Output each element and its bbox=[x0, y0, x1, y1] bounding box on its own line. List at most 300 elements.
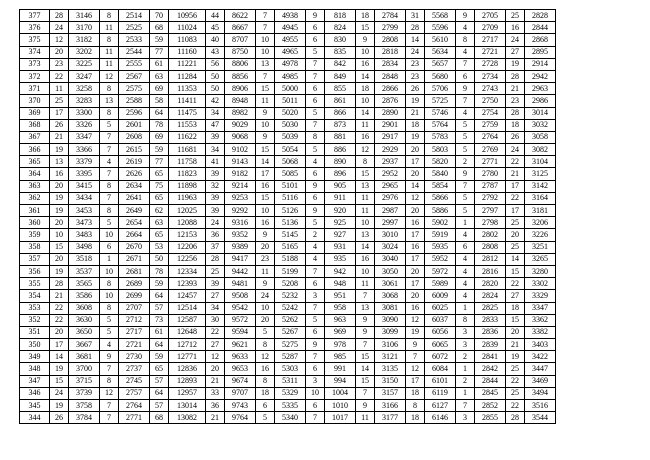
count-cell: 21 bbox=[406, 107, 425, 119]
cumulative-cell: 3251 bbox=[525, 241, 556, 253]
count-cell: 17 bbox=[406, 253, 425, 265]
count-cell: 9 bbox=[256, 278, 275, 290]
count-cell: 9 bbox=[100, 351, 119, 363]
cumulative-cell: 5188 bbox=[275, 253, 306, 265]
cumulative-cell: 2868 bbox=[525, 34, 556, 46]
cumulative-cell: 5886 bbox=[425, 205, 456, 217]
cumulative-cell: 2712 bbox=[119, 314, 150, 326]
cumulative-cell: 2876 bbox=[375, 95, 406, 107]
cumulative-cell: 5706 bbox=[425, 83, 456, 95]
cumulative-cell: 2689 bbox=[119, 278, 150, 290]
count-cell: 7 bbox=[100, 144, 119, 156]
cumulative-cell: 9417 bbox=[225, 253, 256, 265]
cumulative-cell: 2963 bbox=[525, 83, 556, 95]
count-cell: 2 bbox=[456, 351, 475, 363]
count-cell: 36 bbox=[206, 229, 225, 241]
table-row bbox=[20, 22, 556, 34]
score-cell: 360 bbox=[20, 217, 50, 229]
cumulative-cell: 905 bbox=[325, 180, 356, 192]
score-cell: 349 bbox=[20, 351, 50, 363]
count-cell: 22 bbox=[506, 375, 525, 387]
cumulative-cell: 3142 bbox=[525, 180, 556, 192]
cumulative-cell: 5340 bbox=[275, 412, 306, 424]
count-cell: 20 bbox=[406, 290, 425, 302]
count-cell: 17 bbox=[50, 107, 69, 119]
count-cell: 8 bbox=[100, 302, 119, 314]
cumulative-cell: 2769 bbox=[475, 144, 506, 156]
count-cell: 18 bbox=[406, 412, 425, 424]
cumulative-cell: 3206 bbox=[525, 217, 556, 229]
count-cell: 8 bbox=[256, 375, 275, 387]
count-cell: 4 bbox=[100, 156, 119, 168]
cumulative-cell: 2525 bbox=[119, 22, 150, 34]
count-cell: 6 bbox=[306, 278, 325, 290]
cumulative-cell: 2596 bbox=[119, 107, 150, 119]
count-cell: 7 bbox=[306, 412, 325, 424]
cumulative-cell: 5136 bbox=[275, 217, 306, 229]
cumulative-cell: 3630 bbox=[69, 314, 100, 326]
cumulative-cell: 6119 bbox=[425, 387, 456, 399]
count-cell: 7 bbox=[306, 302, 325, 314]
count-cell: 2 bbox=[456, 375, 475, 387]
count-cell: 11 bbox=[100, 58, 119, 70]
cumulative-cell: 3135 bbox=[375, 363, 406, 375]
count-cell: 7 bbox=[406, 351, 425, 363]
count-cell: 24 bbox=[50, 387, 69, 399]
count-cell: 1 bbox=[100, 253, 119, 265]
cumulative-cell: 12712 bbox=[169, 339, 206, 351]
count-cell: 1 bbox=[456, 302, 475, 314]
count-cell: 23 bbox=[256, 253, 275, 265]
cumulative-cell: 9542 bbox=[225, 302, 256, 314]
cumulative-cell: 4955 bbox=[275, 34, 306, 46]
cumulative-cell: 11160 bbox=[169, 46, 206, 58]
count-cell: 11 bbox=[256, 265, 275, 277]
count-cell: 3 bbox=[456, 326, 475, 338]
count-cell: 16 bbox=[406, 241, 425, 253]
count-cell: 7 bbox=[306, 351, 325, 363]
count-cell: 7 bbox=[100, 192, 119, 204]
count-cell: 6 bbox=[306, 400, 325, 412]
count-cell: 3 bbox=[306, 375, 325, 387]
cumulative-cell: 3362 bbox=[525, 314, 556, 326]
table-row bbox=[20, 363, 556, 375]
cumulative-cell: 3329 bbox=[525, 290, 556, 302]
count-cell: 5 bbox=[306, 314, 325, 326]
count-cell: 39 bbox=[206, 278, 225, 290]
count-cell: 34 bbox=[206, 144, 225, 156]
count-cell: 13 bbox=[256, 58, 275, 70]
cumulative-cell: 5840 bbox=[425, 168, 456, 180]
count-cell: 16 bbox=[356, 131, 375, 143]
cumulative-cell: 2812 bbox=[475, 253, 506, 265]
count-cell: 15 bbox=[356, 375, 375, 387]
count-cell: 62 bbox=[150, 205, 169, 217]
count-cell: 5 bbox=[256, 326, 275, 338]
count-cell: 11 bbox=[256, 95, 275, 107]
cumulative-cell: 3347 bbox=[525, 302, 556, 314]
count-cell: 2 bbox=[456, 156, 475, 168]
count-cell: 20 bbox=[206, 363, 225, 375]
cumulative-cell: 9674 bbox=[225, 375, 256, 387]
count-cell: 14 bbox=[356, 241, 375, 253]
count-cell: 12 bbox=[406, 314, 425, 326]
count-cell: 1 bbox=[456, 387, 475, 399]
cumulative-cell: 8948 bbox=[225, 95, 256, 107]
cumulative-cell: 2929 bbox=[375, 144, 406, 156]
cumulative-cell: 6056 bbox=[425, 326, 456, 338]
table-row bbox=[20, 156, 556, 168]
count-cell: 20 bbox=[506, 229, 525, 241]
count-cell: 10 bbox=[50, 229, 69, 241]
cumulative-cell: 3300 bbox=[69, 107, 100, 119]
count-cell: 7 bbox=[256, 70, 275, 82]
count-cell: 14 bbox=[356, 70, 375, 82]
cumulative-cell: 2709 bbox=[475, 22, 506, 34]
cumulative-cell: 2705 bbox=[475, 10, 506, 22]
count-cell: 6 bbox=[306, 192, 325, 204]
count-cell: 28 bbox=[50, 278, 69, 290]
count-cell: 39 bbox=[206, 168, 225, 180]
count-cell: 26 bbox=[50, 412, 69, 424]
score-cell: 370 bbox=[20, 95, 50, 107]
cumulative-cell: 3258 bbox=[69, 83, 100, 95]
count-cell: 15 bbox=[356, 168, 375, 180]
cumulative-cell: 12771 bbox=[169, 351, 206, 363]
count-cell: 19 bbox=[506, 58, 525, 70]
cumulative-cell: 2890 bbox=[375, 107, 406, 119]
count-cell: 78 bbox=[150, 265, 169, 277]
count-cell: 12 bbox=[206, 351, 225, 363]
count-cell: 8 bbox=[100, 375, 119, 387]
cumulative-cell: 12514 bbox=[169, 302, 206, 314]
cumulative-cell: 978 bbox=[325, 339, 356, 351]
count-cell: 64 bbox=[150, 107, 169, 119]
cumulative-cell: 2866 bbox=[375, 83, 406, 95]
count-cell: 40 bbox=[206, 34, 225, 46]
score-cell: 354 bbox=[20, 290, 50, 302]
count-cell: 59 bbox=[150, 34, 169, 46]
cumulative-cell: 3032 bbox=[525, 119, 556, 131]
cumulative-cell: 9389 bbox=[225, 241, 256, 253]
count-cell: 9 bbox=[456, 168, 475, 180]
cumulative-cell: 3483 bbox=[69, 229, 100, 241]
count-cell: 24 bbox=[506, 34, 525, 46]
cumulative-cell: 2544 bbox=[119, 46, 150, 58]
count-cell: 5 bbox=[100, 217, 119, 229]
cumulative-cell: 2839 bbox=[475, 339, 506, 351]
cumulative-cell: 11898 bbox=[169, 180, 206, 192]
cumulative-cell: 9508 bbox=[225, 290, 256, 302]
table-row bbox=[20, 375, 556, 387]
cumulative-cell: 12648 bbox=[169, 326, 206, 338]
count-cell: 8 bbox=[100, 34, 119, 46]
count-cell: 26 bbox=[506, 131, 525, 143]
cumulative-cell: 855 bbox=[325, 83, 356, 95]
count-cell: 9 bbox=[306, 180, 325, 192]
cumulative-cell: 2699 bbox=[119, 290, 150, 302]
count-cell: 8 bbox=[256, 339, 275, 351]
count-cell: 18 bbox=[356, 83, 375, 95]
count-cell: 25 bbox=[506, 241, 525, 253]
count-cell: 34 bbox=[206, 302, 225, 314]
count-cell: 16 bbox=[256, 180, 275, 192]
cumulative-cell: 2986 bbox=[525, 95, 556, 107]
score-cell: 355 bbox=[20, 278, 50, 290]
cumulative-cell: 3650 bbox=[69, 326, 100, 338]
count-cell: 21 bbox=[50, 131, 69, 143]
cumulative-cell: 4938 bbox=[275, 10, 306, 22]
table-row bbox=[20, 58, 556, 70]
cumulative-cell: 5199 bbox=[275, 265, 306, 277]
table-row bbox=[20, 217, 556, 229]
cumulative-cell: 2901 bbox=[375, 119, 406, 131]
count-cell: 7 bbox=[256, 22, 275, 34]
score-cell: 356 bbox=[20, 265, 50, 277]
count-cell: 59 bbox=[150, 278, 169, 290]
cumulative-cell: 2717 bbox=[475, 34, 506, 46]
cumulative-cell: 2619 bbox=[119, 156, 150, 168]
cumulative-cell: 2721 bbox=[119, 339, 150, 351]
cumulative-cell: 11823 bbox=[169, 168, 206, 180]
cumulative-cell: 2654 bbox=[119, 217, 150, 229]
cumulative-cell: 2575 bbox=[119, 83, 150, 95]
cumulative-cell: 2745 bbox=[119, 375, 150, 387]
count-cell: 65 bbox=[150, 192, 169, 204]
cumulative-cell: 3379 bbox=[69, 156, 100, 168]
table-row bbox=[20, 119, 556, 131]
score-cell: 371 bbox=[20, 83, 50, 95]
cumulative-cell: 2608 bbox=[119, 131, 150, 143]
table-row bbox=[20, 83, 556, 95]
cumulative-cell: 3226 bbox=[525, 229, 556, 241]
cumulative-cell: 9214 bbox=[225, 180, 256, 192]
cumulative-cell: 5568 bbox=[425, 10, 456, 22]
score-cell: 347 bbox=[20, 375, 50, 387]
cumulative-cell: 3544 bbox=[525, 412, 556, 424]
count-cell: 64 bbox=[150, 339, 169, 351]
cumulative-cell: 9707 bbox=[225, 387, 256, 399]
cumulative-cell: 3146 bbox=[69, 10, 100, 22]
cumulative-cell: 3758 bbox=[69, 400, 100, 412]
count-cell: 5 bbox=[100, 119, 119, 131]
cumulative-cell: 873 bbox=[325, 119, 356, 131]
count-cell: 19 bbox=[50, 265, 69, 277]
count-cell: 25 bbox=[506, 217, 525, 229]
cumulative-cell: 2734 bbox=[475, 70, 506, 82]
cumulative-cell: 2743 bbox=[475, 83, 506, 95]
count-cell: 27 bbox=[506, 290, 525, 302]
count-cell: 21 bbox=[206, 412, 225, 424]
score-cell: 368 bbox=[20, 119, 50, 131]
count-cell: 20 bbox=[506, 326, 525, 338]
count-cell: 20 bbox=[50, 253, 69, 265]
cumulative-cell: 2664 bbox=[119, 229, 150, 241]
count-cell: 22 bbox=[506, 156, 525, 168]
count-cell: 6 bbox=[306, 83, 325, 95]
cumulative-cell: 9594 bbox=[225, 326, 256, 338]
cumulative-cell: 3518 bbox=[69, 253, 100, 265]
cumulative-cell: 5783 bbox=[425, 131, 456, 143]
count-cell: 15 bbox=[506, 314, 525, 326]
cumulative-cell: 6084 bbox=[425, 363, 456, 375]
score-cell: 362 bbox=[20, 192, 50, 204]
count-cell: 7 bbox=[100, 363, 119, 375]
count-cell: 10 bbox=[256, 34, 275, 46]
table-row bbox=[20, 302, 556, 314]
count-cell: 42 bbox=[206, 95, 225, 107]
count-cell: 53 bbox=[150, 241, 169, 253]
cumulative-cell: 12457 bbox=[169, 290, 206, 302]
cumulative-cell: 2965 bbox=[375, 180, 406, 192]
score-cell: 374 bbox=[20, 46, 50, 58]
count-cell: 20 bbox=[50, 180, 69, 192]
cumulative-cell: 5267 bbox=[275, 326, 306, 338]
count-cell: 15 bbox=[50, 375, 69, 387]
count-cell: 7 bbox=[306, 119, 325, 131]
cumulative-cell: 9572 bbox=[225, 314, 256, 326]
cumulative-cell: 3106 bbox=[375, 339, 406, 351]
cumulative-cell: 3182 bbox=[69, 34, 100, 46]
cumulative-cell: 2802 bbox=[475, 229, 506, 241]
count-cell: 1 bbox=[456, 363, 475, 375]
cumulative-cell: 991 bbox=[325, 363, 356, 375]
count-cell: 13 bbox=[356, 180, 375, 192]
cumulative-cell: 5116 bbox=[275, 192, 306, 204]
count-cell: 5 bbox=[100, 326, 119, 338]
count-cell: 5 bbox=[306, 144, 325, 156]
cumulative-cell: 6146 bbox=[425, 412, 456, 424]
table-row bbox=[20, 400, 556, 412]
cumulative-cell: 3068 bbox=[375, 290, 406, 302]
cumulative-cell: 866 bbox=[325, 107, 356, 119]
count-cell: 69 bbox=[150, 131, 169, 143]
score-cell: 345 bbox=[20, 400, 50, 412]
cumulative-cell: 3280 bbox=[525, 265, 556, 277]
score-cell: 375 bbox=[20, 34, 50, 46]
count-cell: 11 bbox=[356, 278, 375, 290]
count-cell: 18 bbox=[356, 10, 375, 22]
count-cell: 9 bbox=[306, 339, 325, 351]
cumulative-cell: 4978 bbox=[275, 58, 306, 70]
cumulative-cell: 5610 bbox=[425, 34, 456, 46]
count-cell: 8 bbox=[100, 180, 119, 192]
cumulative-cell: 13014 bbox=[169, 400, 206, 412]
cumulative-cell: 5287 bbox=[275, 351, 306, 363]
score-cell: 359 bbox=[20, 229, 50, 241]
count-cell: 27 bbox=[506, 46, 525, 58]
cumulative-cell: 2845 bbox=[475, 387, 506, 399]
count-cell: 77 bbox=[150, 156, 169, 168]
count-cell: 9 bbox=[256, 131, 275, 143]
cumulative-cell: 3473 bbox=[69, 217, 100, 229]
count-cell: 8 bbox=[100, 278, 119, 290]
cumulative-cell: 2799 bbox=[375, 22, 406, 34]
count-cell: 8 bbox=[406, 400, 425, 412]
cumulative-cell: 12836 bbox=[169, 363, 206, 375]
cumulative-cell: 2649 bbox=[119, 205, 150, 217]
count-cell: 19 bbox=[506, 351, 525, 363]
cumulative-cell: 5919 bbox=[425, 229, 456, 241]
cumulative-cell: 2987 bbox=[375, 205, 406, 217]
table-row bbox=[20, 95, 556, 107]
count-cell: 10 bbox=[256, 46, 275, 58]
cumulative-cell: 2681 bbox=[119, 265, 150, 277]
count-cell: 61 bbox=[150, 326, 169, 338]
cumulative-cell: 994 bbox=[325, 375, 356, 387]
cumulative-cell: 5329 bbox=[275, 387, 306, 399]
count-cell: 8 bbox=[100, 107, 119, 119]
count-cell: 77 bbox=[150, 46, 169, 58]
cumulative-cell: 5764 bbox=[425, 119, 456, 131]
count-cell: 15 bbox=[50, 241, 69, 253]
cumulative-cell: 9481 bbox=[225, 278, 256, 290]
count-cell: 17 bbox=[406, 278, 425, 290]
count-cell: 28 bbox=[506, 412, 525, 424]
count-cell: 17 bbox=[406, 375, 425, 387]
table-row bbox=[20, 34, 556, 46]
cumulative-cell: 9621 bbox=[225, 339, 256, 351]
count-cell: 11 bbox=[50, 83, 69, 95]
cumulative-cell: 9442 bbox=[225, 265, 256, 277]
table-row bbox=[20, 412, 556, 424]
cumulative-cell: 2825 bbox=[475, 302, 506, 314]
count-cell: 65 bbox=[150, 363, 169, 375]
count-cell: 9 bbox=[406, 339, 425, 351]
cumulative-cell: 5011 bbox=[275, 95, 306, 107]
cumulative-cell: 2670 bbox=[119, 241, 150, 253]
cumulative-cell: 3125 bbox=[525, 168, 556, 180]
count-cell: 11 bbox=[356, 119, 375, 131]
count-cell: 64 bbox=[150, 387, 169, 399]
cumulative-cell: 861 bbox=[325, 95, 356, 107]
count-cell: 15 bbox=[506, 265, 525, 277]
count-cell: 22 bbox=[50, 302, 69, 314]
cumulative-cell: 3516 bbox=[525, 400, 556, 412]
table-row bbox=[20, 192, 556, 204]
count-cell: 9 bbox=[356, 34, 375, 46]
cumulative-cell: 5020 bbox=[275, 107, 306, 119]
count-cell: 61 bbox=[150, 58, 169, 70]
cumulative-cell: 2842 bbox=[475, 363, 506, 375]
cumulative-cell: 3265 bbox=[525, 253, 556, 265]
score-cell: 377 bbox=[20, 10, 50, 22]
cumulative-cell: 849 bbox=[325, 70, 356, 82]
count-cell: 16 bbox=[406, 217, 425, 229]
cumulative-cell: 2641 bbox=[119, 192, 150, 204]
count-cell: 45 bbox=[206, 22, 225, 34]
count-cell: 4 bbox=[456, 107, 475, 119]
count-cell: 12 bbox=[50, 34, 69, 46]
cumulative-cell: 5803 bbox=[425, 144, 456, 156]
cumulative-cell: 2757 bbox=[119, 387, 150, 399]
count-cell: 20 bbox=[50, 326, 69, 338]
cumulative-cell: 3469 bbox=[525, 375, 556, 387]
table-row bbox=[20, 107, 556, 119]
count-cell: 78 bbox=[150, 119, 169, 131]
cumulative-cell: 2721 bbox=[475, 46, 506, 58]
count-cell: 15 bbox=[256, 83, 275, 95]
cumulative-cell: 2626 bbox=[119, 168, 150, 180]
cumulative-cell: 3565 bbox=[69, 278, 100, 290]
count-cell: 24 bbox=[256, 290, 275, 302]
count-cell: 8 bbox=[456, 314, 475, 326]
cumulative-cell: 3453 bbox=[69, 205, 100, 217]
table-row bbox=[20, 144, 556, 156]
cumulative-cell: 2750 bbox=[475, 95, 506, 107]
count-cell: 26 bbox=[50, 119, 69, 131]
count-cell: 70 bbox=[150, 10, 169, 22]
